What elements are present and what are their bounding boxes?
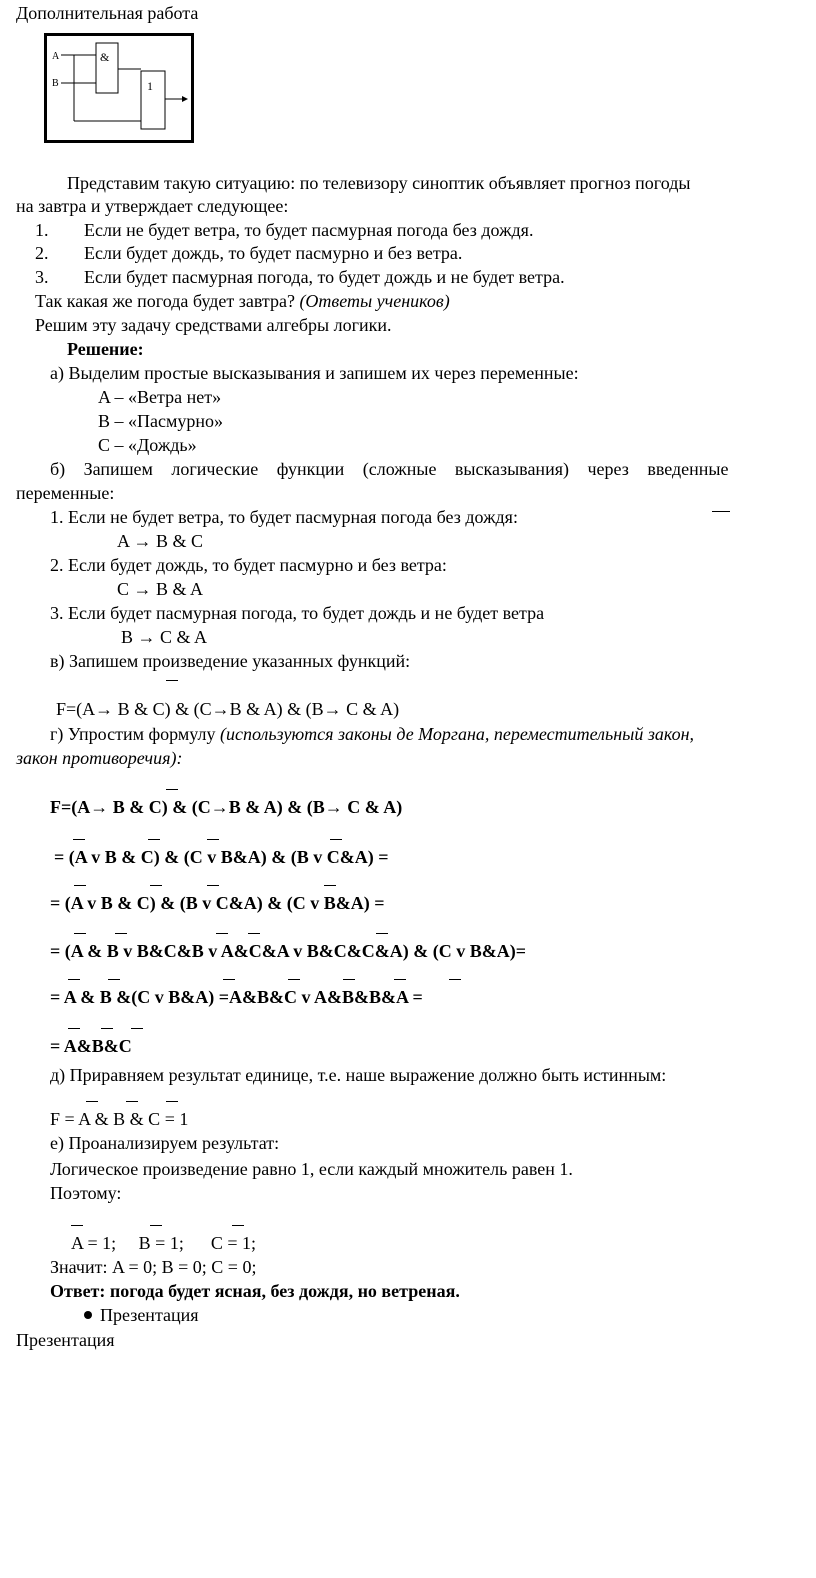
- step-e-line-1: Логическое произведение равно 1, если каждый множитель равен 1.: [50, 1159, 573, 1179]
- step-b-line-1: б) Запишем логические функции (сложные высказывания) через введенные: [50, 459, 729, 479]
- bullet-icon: [84, 1311, 92, 1319]
- footer-label: Презентация: [16, 1330, 115, 1350]
- step-b-line-2: переменные:: [16, 483, 115, 503]
- simplify-step-6: = A&B&C: [50, 1036, 132, 1056]
- intro-item-1-num: 1.: [35, 220, 49, 240]
- simplify-step-1: F=(A→ B & C) & (C→B & A) & (B→ C & A): [50, 797, 403, 817]
- answer: Ответ: погода будет ясная, без дождя, но ветреная.: [50, 1281, 460, 1301]
- var-b: B – «Пасмурно»: [98, 411, 224, 431]
- conclusion: Значит: A = 0; B = 0; C = 0;: [50, 1257, 257, 1277]
- solve-intro: Решим эту задачу средствами алгебры логики.: [35, 315, 392, 335]
- b-formula-3: B → C & A: [121, 627, 208, 647]
- step-e-line-2: Поэтому:: [50, 1183, 122, 1203]
- b-item-3: 3. Если будет пасмурная погода, то будет дождь и не будет ветра: [50, 603, 545, 623]
- step-e: е) Проанализируем результат:: [50, 1133, 280, 1153]
- intro-item-3: Если будет пасмурная погода, то будет дождь и не будет ветра.: [84, 267, 565, 287]
- step-d: д) Приравняем результат единице, т.е. наше выражение должно быть истинным:: [50, 1065, 667, 1085]
- step-g: г) Упростим формулу (используются законы де Моргана, переместительный закон,: [50, 724, 695, 744]
- stray-bar: [712, 511, 730, 512]
- simplify-step-4: = (A & B v B&C&B v A&C&A v B&C&C&A) & (C v B&A)=: [50, 941, 526, 961]
- page-title: Дополнительная работа: [16, 3, 199, 23]
- intro-item-3-num: 3.: [35, 267, 49, 287]
- step-g-note-2: закон противоречия):: [16, 748, 183, 768]
- intro-item-2-num: 2.: [35, 243, 49, 263]
- question-note: (Ответы учеников): [299, 291, 450, 311]
- or-gate: [141, 71, 165, 129]
- simplify-step-2: = (A v B & C) & (C v B&A) & (B v C&A) =: [54, 847, 389, 867]
- and-gate-symbol: &: [100, 50, 110, 64]
- b-formula-2: C → B & A: [117, 579, 204, 599]
- var-a: A – «Ветра нет»: [98, 387, 222, 407]
- product-formula: F=(A→ B & C) & (C→B & A) & (B→ C & A): [56, 699, 400, 719]
- result-formula: F = A & B & C = 1: [50, 1109, 189, 1129]
- solution-heading: Решение:: [67, 339, 144, 359]
- negated-values: A = 1; B = 1; C = 1;: [71, 1233, 256, 1253]
- input-a-label: A: [52, 51, 60, 62]
- intro-line-1: Представим такую ситуацию: по телевизору синоптик объявляет прогноз погоды: [67, 173, 691, 193]
- step-a: а) Выделим простые высказывания и запишем их через переменные:: [50, 363, 579, 383]
- intro-line-2: на завтра и утверждает следующее:: [16, 196, 289, 216]
- simplify-step-3: = (A v B & C) & (B v C&A) & (C v B&A) =: [50, 893, 385, 913]
- step-v: в) Запишем произведение указанных функций:: [50, 651, 411, 671]
- b-item-1: 1. Если не будет ветра, то будет пасмурная погода без дождя:: [50, 507, 518, 527]
- logic-circuit-diagram: [44, 33, 194, 143]
- intro-item-1: Если не будет ветра, то будет пасмурная погода без дождя.: [84, 220, 534, 240]
- or-gate-symbol: 1: [147, 79, 153, 93]
- question: Так какая же погода будет завтра? (Ответы учеников): [35, 291, 450, 311]
- intro-item-2: Если будет дождь, то будет пасмурно и без ветра.: [84, 243, 463, 263]
- var-c: C – «Дождь»: [98, 435, 197, 455]
- simplify-step-5: = A & B &(C v B&A) =A&B&C v A&B&B&A =: [50, 987, 423, 1007]
- input-b-label: B: [52, 78, 59, 89]
- b-item-2: 2. Если будет дождь, то будет пасмурно и без ветра:: [50, 555, 447, 575]
- bullet-item: Презентация: [84, 1306, 199, 1324]
- b-formula-1: A → B & C: [117, 531, 204, 551]
